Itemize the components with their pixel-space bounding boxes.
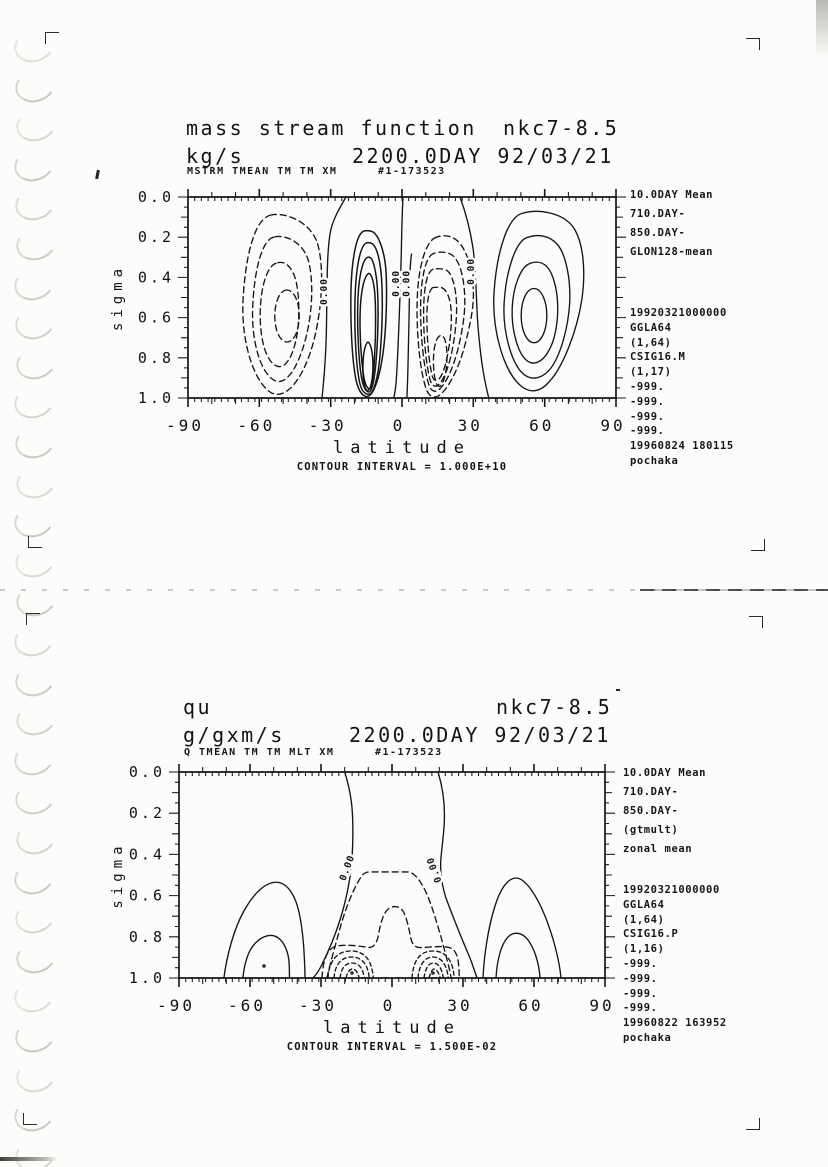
contour-dot (263, 965, 265, 967)
annotation-line: -999. (623, 957, 658, 970)
major-ticks (179, 764, 605, 987)
contour-line (253, 236, 312, 381)
x-tick-label: 90 (600, 416, 626, 435)
contour-interval-label: CONTOUR INTERVAL = 1.000E+10 (296, 461, 508, 473)
medium-ticks (203, 767, 582, 984)
contour-line (363, 342, 373, 391)
contour-line (340, 963, 364, 978)
plot-frame (179, 772, 605, 978)
x-tick-label: 30 (447, 996, 473, 1015)
mass-stream-contour-field (243, 197, 584, 398)
x-tick-label: 0 (392, 416, 406, 435)
x-tick-label: -90 (166, 416, 204, 435)
annotation-line: 710.DAY- (623, 786, 679, 798)
y-ticks (169, 772, 615, 978)
y-tick-label: 0.2 (137, 228, 174, 247)
y-tick-label: 0.6 (137, 308, 174, 327)
annotation-line: (1,17) (630, 366, 672, 379)
annotation-line: 10.0DAY Mean (630, 189, 714, 201)
annotation-line: (1,64) (623, 913, 665, 926)
contour-line (351, 231, 387, 397)
axes-chart2 (110, 763, 615, 1053)
chart2-time: 2200.0DAY 92/03/21 (349, 723, 611, 747)
y-tick-label: 0.8 (137, 348, 174, 367)
y-tick-label: 0.0 (128, 763, 165, 781)
contour-line (496, 933, 540, 978)
annotation-line: 710.DAY- (630, 208, 686, 220)
contour-line (483, 878, 561, 978)
y-tick-label: 0.4 (128, 845, 165, 864)
y-tick-label: 0.4 (137, 268, 174, 287)
zero-contour-label: 0.00 (337, 853, 358, 883)
x-tick-label: 90 (589, 996, 615, 1015)
annotation-line: -999. (630, 395, 665, 408)
minor-ticks (179, 772, 605, 982)
annotation-line: CSIG16.M (630, 351, 686, 364)
x-axis-title: latitude (333, 438, 471, 458)
x-tick-label: 0 (382, 996, 396, 1015)
annotation-line: -999. (630, 380, 665, 393)
annotation-line: -999. (623, 987, 658, 1000)
annotation-line: (gtmult) (623, 824, 679, 836)
annotation-line: -999. (630, 410, 665, 423)
x-tick-label: 30 (457, 416, 483, 435)
x-tick-label: 60 (529, 416, 555, 435)
chart2-experiment: nkc7-8.5 (496, 695, 613, 719)
chart2-run-id: #1-173523 (375, 747, 443, 758)
zero-contour (460, 197, 489, 398)
y-tick-label: 0.8 (128, 927, 165, 946)
chart1-run-id: #1-173523 (378, 166, 446, 177)
contour-line (275, 290, 299, 342)
annotation-line: GGLA64 (630, 321, 672, 334)
chart1-title: mass stream function (186, 116, 477, 140)
contour-line (433, 335, 447, 386)
chart1-experiment: nkc7-8.5 (503, 116, 620, 140)
contour-line (504, 236, 570, 379)
chart2-var-header: Q TMEAN TM TM MLT XM (184, 747, 335, 758)
contour-line (243, 214, 322, 394)
annotation-line: 10.0DAY Mean (623, 767, 707, 779)
x-tick-label: 60 (518, 996, 544, 1015)
annotation-line: 850.DAY- (630, 227, 686, 239)
x-tick-label: -60 (237, 416, 276, 435)
contour-line (512, 262, 558, 363)
zero-contour-label: 0.00 (391, 269, 403, 297)
annotation-line: 19920321000000 (630, 307, 727, 319)
y-axis-title: sigma (110, 263, 126, 332)
zero-contour-label: 0.00 (401, 269, 413, 297)
annotation-line: 19920321000000 (623, 884, 720, 896)
annotation-line: CSIG16.P (623, 928, 679, 941)
contour-line (260, 262, 299, 366)
annotation-line: GGLA64 (623, 898, 665, 911)
x-tick-label: -60 (228, 996, 266, 1015)
x-tick-label: -30 (308, 416, 347, 435)
y-tick-label: 1.0 (137, 389, 174, 407)
y-tick-label: 0.6 (128, 886, 165, 905)
annotation-line: -999. (623, 1002, 658, 1015)
axes-layer (110, 188, 626, 1053)
x-tick-label: -30 (299, 996, 337, 1015)
contour-interval-label: CONTOUR INTERVAL = 1.500E-02 (286, 1041, 498, 1053)
annotation-line: -999. (623, 972, 658, 985)
chart1-time: 2200.0DAY 92/03/21 (352, 144, 614, 168)
annotation-line: 19960824 180115 (630, 440, 734, 453)
x-axis-title: latitude (323, 1018, 461, 1038)
zero-contour-label: 0.00 (466, 257, 477, 285)
contour-line (424, 963, 443, 978)
contour-dot (351, 972, 353, 974)
contour-line (327, 872, 451, 978)
contour-line (322, 907, 459, 978)
annotation-line: (1,64) (630, 336, 672, 349)
contour-line (521, 289, 547, 343)
zero-contour-label: 0.00 (424, 855, 445, 885)
y-tick-label: 0.2 (128, 804, 165, 823)
contour-line (418, 957, 448, 978)
annotation-line: -999. (630, 425, 665, 438)
annotation-line: pochaka (630, 454, 679, 467)
qu-contour-field (224, 772, 561, 978)
y-tick-label: 1.0 (128, 969, 165, 987)
annotation-line: (1,16) (623, 943, 665, 956)
chart2-title: qu (183, 695, 213, 719)
chart1-units: kg/s (186, 144, 245, 168)
chart2-units: g/gxm/s (183, 723, 285, 747)
annotation-line: 850.DAY- (623, 805, 679, 817)
chart1-var-header: MSTRM TMEAN TM TM XM (187, 166, 338, 177)
x-tick-label: -90 (157, 996, 195, 1015)
annotation-line: pochaka (623, 1031, 672, 1044)
contour-line (243, 935, 290, 978)
annotation-line: zonal mean (623, 843, 693, 855)
y-tick-label: 0.0 (137, 188, 174, 206)
contour-dot (432, 972, 434, 974)
contour-line (224, 882, 305, 978)
annotation-line: GLON128-mean (630, 246, 714, 258)
zero-contour-label: 0.00 (319, 278, 331, 305)
annotation-line: 19960822 163952 (623, 1017, 727, 1030)
y-axis-title: sigma (110, 841, 126, 909)
